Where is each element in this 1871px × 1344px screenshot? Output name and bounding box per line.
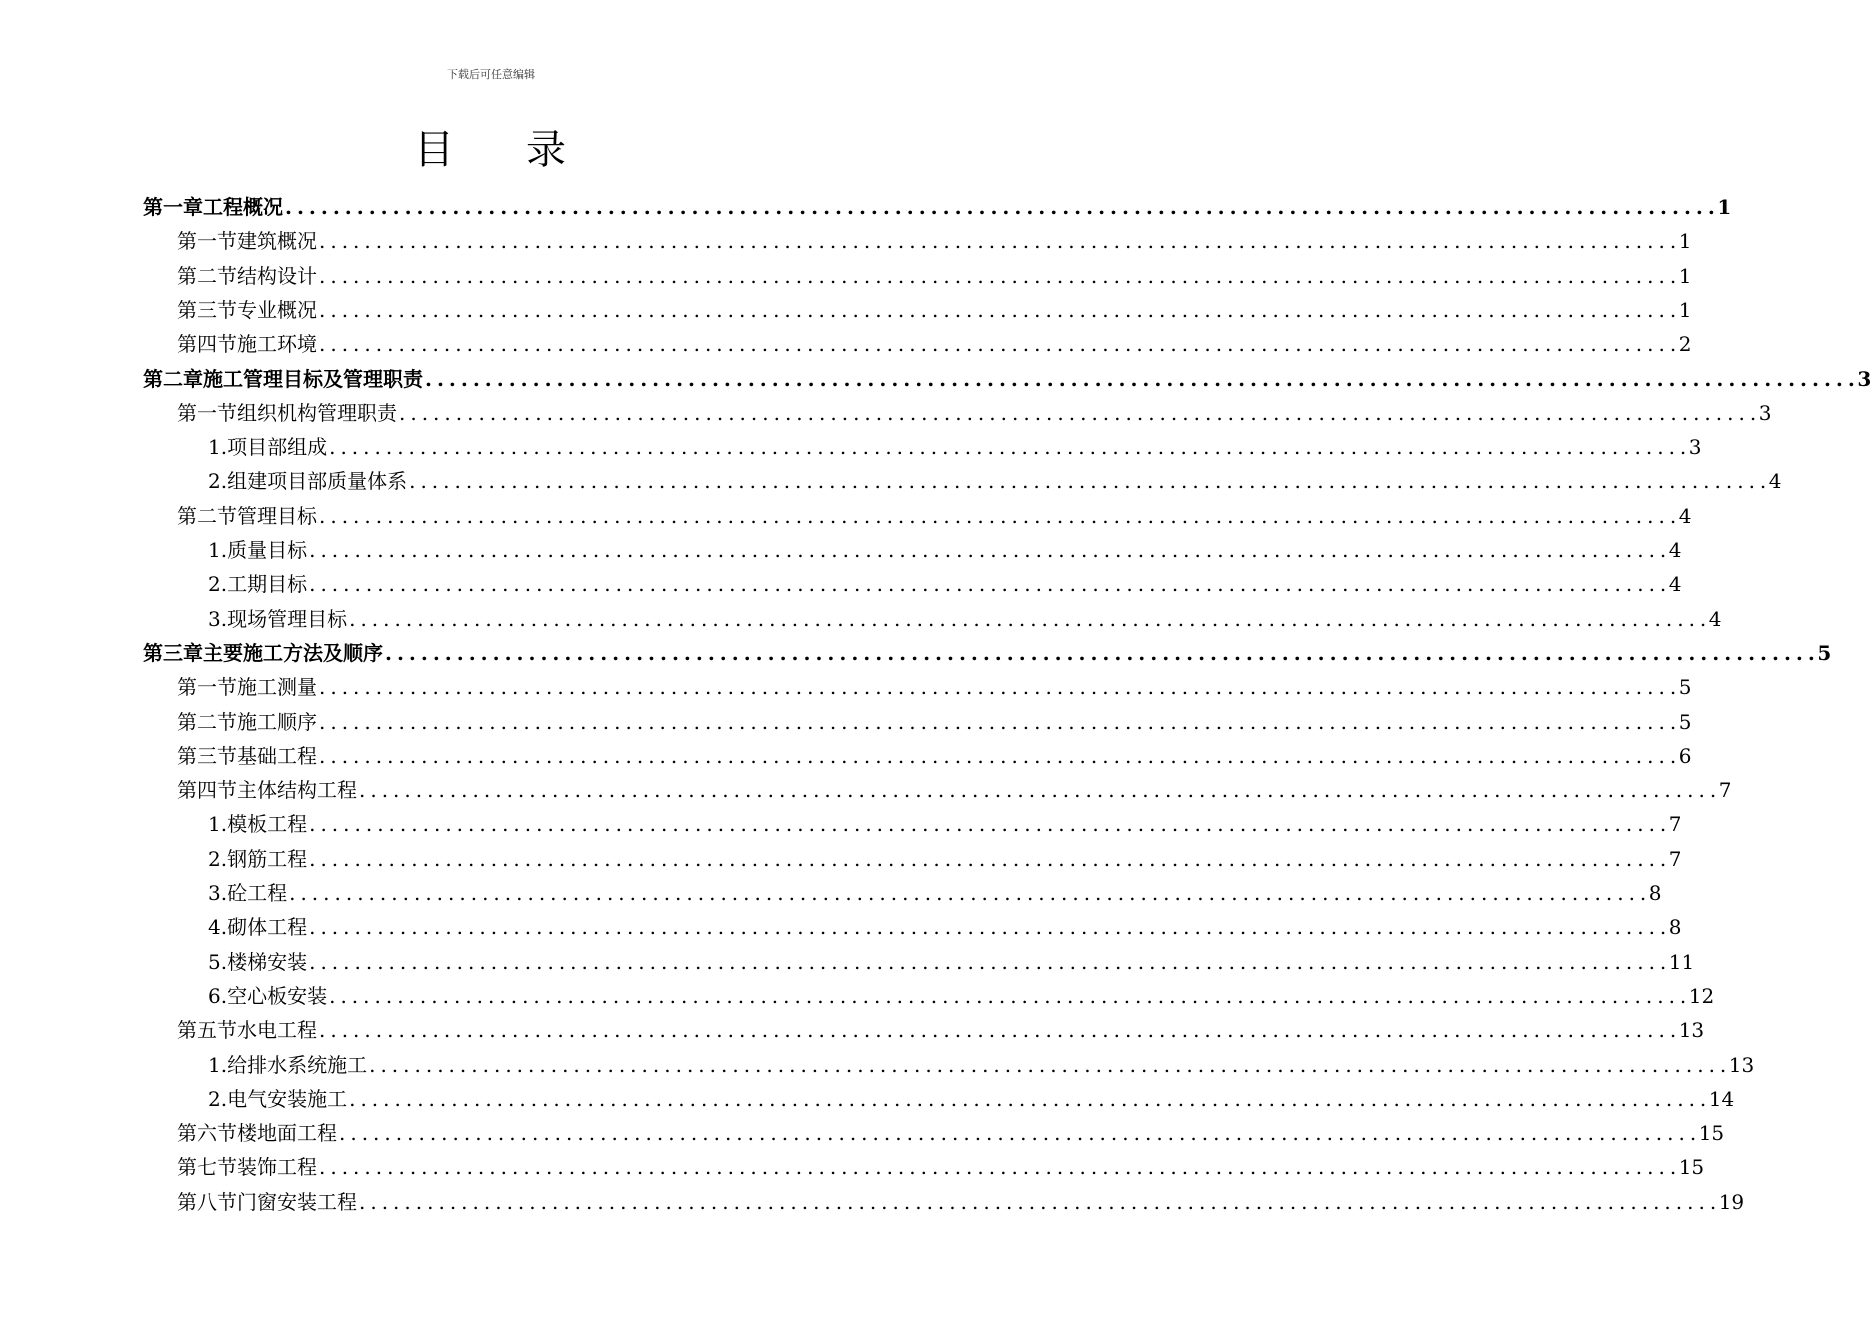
toc-entry-page-number: 1 (1678, 263, 1692, 288)
toc-dot-leader: . . . . . . . . . . . . . . . . . . . . . . . . . . . . . . . . . . . . . . . . . . . . . . . . . . . . . . . . . . . . . . . . . . . . . . . . . . . . . . . . . . . . . . . . . . . . . . . . . . . . . . . . . . . . . . . . . . . . . . . . (309, 846, 1667, 871)
toc-entry-chapter[interactable] (143, 631, 1832, 665)
toc-entry-page-number: 11 (1668, 949, 1695, 974)
toc-entry-number: 第二节 (177, 503, 237, 528)
toc-entry-page-number: 4 (1668, 572, 1682, 597)
toc-entry-page-number: 3 (1758, 400, 1772, 425)
toc-entry-title: 组织机构管理职责 (237, 400, 397, 425)
toc-entry-number: 3. (208, 881, 228, 905)
toc-entry-item[interactable] (208, 905, 1682, 940)
toc-entry-title: 管理目标 (237, 503, 317, 528)
toc-entry-page-number: 5 (1678, 709, 1692, 734)
toc-entry-title: 砼工程 (227, 881, 288, 905)
toc-entry-title: 楼梯安装 (227, 949, 308, 974)
toc-entry-number: 1. (208, 435, 228, 460)
toc-entry-page-number: 4 (1708, 606, 1722, 631)
toc-entry-number: 5. (208, 949, 228, 974)
toc-entry-page-number: 4 (1668, 538, 1682, 562)
toc-entry-title: 基础工程 (237, 743, 317, 768)
toc-entry-item[interactable] (208, 837, 1682, 871)
toc-entry-number: 第七节 (177, 1155, 237, 1180)
toc-entry-page-number: 1 (1678, 297, 1692, 322)
toc-dot-leader: . . . . . . . . . . . . . . . . . . . . . . . . . . . . . . . . . . . . . . . . . . . . . . . . . . . . . . . . . . . . . . . . . . . . . . . . . . . . . . . . . . . . . . . . . . . . . . . . . . . . . . . . . . . . . . . . . . . . . . . . (319, 229, 1677, 254)
toc-entry-section[interactable] (177, 254, 1692, 288)
toc-title-char-1: 目 (414, 127, 454, 173)
toc-entry-title: 楼地面工程 (237, 1121, 337, 1146)
toc-entry-number: 2. (208, 469, 228, 494)
toc-dot-leader: . . . . . . . . . . . . . . . . . . . . . . . . . . . . . . . . . . . . . . . . . . . . . . . . . . . . . . . . . . . . . . . . . . . . . . . . . . . . . . . . . . . . . . . . . . . . . . . . . . . . . . . . . . . . . . . . . . . . . . . . (329, 983, 1687, 1008)
toc-dot-leader: . . . . . . . . . . . . . . . . . . . . . . . . . . . . . . . . . . . . . . . . . . . . . . . . . . . . . . . . . . . . . . . . . . . . . . . . . . . . . . . . . . . . . . . . . . . . . . . . . . . . . . . . . . . . . . . . . . . . . . . . (329, 435, 1687, 460)
toc-entry-item[interactable] (208, 425, 1702, 460)
toc-entry-page-number: 4 (1768, 469, 1782, 494)
toc-entry-item[interactable] (208, 871, 1662, 905)
toc-entry-title: 空心板安装 (227, 983, 328, 1008)
toc-dot-leader: . . . . . . . . . . . . . . . . . . . . . . . . . . . . . . . . . . . . . . . . . . . . . . . . . . . . . . . . . . . . . . . . . . . . . . . . . . . . . . . . . . . . . . . . . . . . . . . . . . . . . . . . . . . . . . . . . . . . . . . . (309, 949, 1667, 974)
toc-entry-number: 第四节 (177, 778, 237, 803)
toc-entry-page-number: 8 (1648, 881, 1662, 905)
toc-entry-page-number: 2 (1678, 332, 1692, 357)
toc-dot-leader: . . . . . . . . . . . . . . . . . . . . . . . . . . . . . . . . . . . . . . . . . . . . . . . . . . . . . . . . . . . . . . . . . . . . . . . . . . . . . . . . . . . . . . . . . . . . . . . . . . . . . . . . . . . . . . . . . . . . . . . . (319, 1155, 1677, 1180)
toc-dot-leader: . . . . . . . . . . . . . . . . . . . . . . . . . . . . . . . . . . . . . . . . . . . . . . . . . . . . . . . . . . . . . . . . . . . . . . . . . . . . . . . . . . . . . . . . . . . . . . . . . . . . . . . . . . . . . . . . . . . . . . . . (309, 812, 1667, 837)
toc-entry-number: 第三节 (177, 743, 237, 768)
toc-entry-page-number: 1 (1678, 229, 1692, 254)
toc-entry-title: 组建项目部质量体系 (227, 469, 408, 494)
toc-entry-number: 3. (208, 606, 228, 631)
toc-entry-number: 1. (208, 812, 228, 837)
toc-entry-title: 施工测量 (237, 675, 317, 700)
toc-dot-leader: . . . . . . . . . . . . . . . . . . . . . . . . . . . . . . . . . . . . . . . . . . . . . . . . . . . . . . . . . . . . . . . . . . . . . . . . . . . . . . . . . . . . . . . . . . . . . . . . . . . . . . . . . . . . . . . . . . . . . . . . (359, 1189, 1717, 1214)
toc-entry-section[interactable] (177, 1111, 1725, 1146)
toc-dot-leader: . . . . . . . . . . . . . . . . . . . . . . . . . . . . . . . . . . . . . . . . . . . . . . . . . . . . . . . . . . . . . . . . . . . . . . . . . . . . . . . . . . . . . . . . . . . . . . . . . . . . . . . . . . . . . . . . . . . . . . . . (319, 297, 1677, 322)
toc-entry-title: 施工管理目标及管理职责 (203, 366, 423, 391)
toc-entry-item[interactable] (208, 528, 1682, 562)
toc-entry-chapter[interactable] (143, 357, 1871, 391)
toc-entry-number: 第一节 (177, 400, 237, 425)
toc-dot-leader: . . . . . . . . . . . . . . . . . . . . . . . . . . . . . . . . . . . . . . . . . . . . . . . . . . . . . . . . . . . . . . . . . . . . . . . . . . . . . . . . . . . . . . . . . . . . . . . . . . . . . . . . . . . . . . . . . . . . . . . . (319, 743, 1677, 768)
toc-entry-page-number: 13 (1728, 1052, 1755, 1077)
toc-dot-leader: . . . . . . . . . . . . . . . . . . . . . . . . . . . . . . . . . . . . . . . . . . . . . . . . . . . . . . . . . . . . . . . . . . . . . . . . . . . . . . . . . . . . . . . . . . . . . . . . . . . . . . . . . . . . . . . . . . . . . . . . (309, 572, 1667, 597)
toc-entry-section[interactable] (177, 494, 1692, 528)
toc-entry-item[interactable] (208, 562, 1682, 597)
toc-entry-page-number: 3 (1857, 366, 1871, 391)
toc-entry-title: 主要施工方法及顺序 (203, 640, 383, 665)
toc-dot-leader: . . . . . . . . . . . . . . . . . . . . . . . . . . . . . . . . . . . . . . . . . . . . . . . . . . . . . . . . . . . . . . . . . . . . . . . . . . . . . . . . . . . . . . . . . . . . . . . . . . . . . . . . . . . . . . . . . . . . . . . . (289, 881, 1647, 905)
toc-dot-leader: . . . . . . . . . . . . . . . . . . . . . . . . . . . . . . . . . . . . . . . . . . . . . . . . . . . . . . . . . . . . . . . . . . . . . . . . . . . . . . . . . . . . . . . . . . . . . . . . . . . . . . . . . . . . . . . . . . . . . . . . (425, 366, 1856, 391)
toc-entry-title: 施工顺序 (237, 709, 317, 734)
toc-entry-number: 第三节 (177, 297, 237, 322)
toc-entry-number: 2. (208, 1086, 228, 1111)
toc-entry-title: 现场管理目标 (227, 606, 348, 631)
toc-entry-title: 砌体工程 (227, 915, 308, 940)
toc-entry-title: 装饰工程 (237, 1155, 317, 1180)
toc-entry-number: 第二节 (177, 709, 237, 734)
toc-entry-title: 钢筋工程 (227, 846, 308, 871)
toc-entry-section[interactable] (177, 288, 1692, 322)
toc-entry-number: 第五节 (177, 1018, 237, 1043)
toc-entry-item[interactable] (208, 974, 1715, 1008)
toc-entry-title: 模板工程 (227, 812, 308, 837)
toc-entry-section[interactable] (177, 322, 1692, 357)
toc-entry-title: 水电工程 (237, 1018, 317, 1043)
toc-dot-leader: . . . . . . . . . . . . . . . . . . . . . . . . . . . . . . . . . . . . . . . . . . . . . . . . . . . . . . . . . . . . . . . . . . . . . . . . . . . . . . . . . . . . . . . . . . . . . . . . . . . . . . . . . . . . . . . . . . . . . . . . (309, 538, 1667, 562)
toc-entry-title: 项目部组成 (227, 435, 328, 460)
toc-dot-leader: . . . . . . . . . . . . . . . . . . . . . . . . . . . . . . . . . . . . . . . . . . . . . . . . . . . . . . . . . . . . . . . . . . . . . . . . . . . . . . . . . . . . . . . . . . . . . . . . . . . . . . . . . . . . . . . . . . . . . . . . (319, 332, 1677, 357)
toc-entry-title: 工程概况 (203, 195, 283, 219)
toc-entry-number: 1. (208, 1052, 228, 1077)
toc-entry-page-number: 6 (1678, 743, 1692, 768)
toc-entry-page-number: 3 (1688, 435, 1702, 460)
toc-entry-section[interactable] (177, 1145, 1705, 1180)
toc-entry-page-number: 15 (1698, 1121, 1725, 1146)
toc-dot-leader: . . . . . . . . . . . . . . . . . . . . . . . . . . . . . . . . . . . . . . . . . . . . . . . . . . . . . . . . . . . . . . . . . . . . . . . . . . . . . . . . . . . . . . . . . . . . . . . . . . . . . . . . . . . . . . . . . . . . . . . . (319, 709, 1677, 734)
toc-dot-leader: . . . . . . . . . . . . . . . . . . . . . . . . . . . . . . . . . . . . . . . . . . . . . . . . . . . . . . . . . . . . . . . . . . . . . . . . . . . . . . . . . . . . . . . . . . . . . . . . . . . . . . . . . . . . . . . . . . . . . . . . (319, 263, 1677, 288)
toc-title (410, 124, 580, 176)
toc-entry-section[interactable] (177, 391, 1772, 425)
toc-entry-number: 第六节 (177, 1121, 237, 1146)
toc-entry-number: 2. (208, 846, 228, 871)
toc-entry-title: 主体结构工程 (237, 778, 357, 803)
toc-dot-leader: . . . . . . . . . . . . . . . . . . . . . . . . . . . . . . . . . . . . . . . . . . . . . . . . . . . . . . . . . . . . . . . . . . . . . . . . . . . . . . . . . . . . . . . . . . . . . . . . . . . . . . . . . . . . . . . . . . . . . . . . (349, 1086, 1707, 1111)
toc-entry-page-number: 19 (1718, 1189, 1745, 1214)
toc-entry-section[interactable] (177, 219, 1692, 254)
toc-entry-number: 第二章 (143, 366, 203, 391)
toc-dot-leader: . . . . . . . . . . . . . . . . . . . . . . . . . . . . . . . . . . . . . . . . . . . . . . . . . . . . . . . . . . . . . . . . . . . . . . . . . . . . . . . . . . . . . . . . . . . . . . . . . . . . . . . . . . . . . . . . . . . . . . . . (319, 503, 1677, 528)
toc-entry-section[interactable] (177, 768, 1732, 803)
toc-entry-number: 第二节 (177, 263, 237, 288)
toc-entry-number: 6. (208, 983, 228, 1008)
toc-entry-title: 建筑概况 (237, 229, 317, 254)
toc-dot-leader: . . . . . . . . . . . . . . . . . . . . . . . . . . . . . . . . . . . . . . . . . . . . . . . . . . . . . . . . . . . . . . . . . . . . . . . . . . . . . . . . . . . . . . . . . . . . . . . . . . . . . . . . . . . . . . . . . . . . . . . . (369, 1052, 1727, 1077)
toc-entry-title: 质量目标 (227, 538, 308, 562)
toc-entry-number: 第四节 (177, 332, 237, 357)
toc-entry-item[interactable] (208, 459, 1782, 494)
toc-entry-page-number: 7 (1718, 778, 1732, 803)
toc-entry-page-number: 7 (1668, 846, 1682, 871)
toc-entry-number: 1. (208, 538, 228, 562)
toc-entry-page-number: 8 (1668, 915, 1682, 940)
toc-entry-page-number: 13 (1678, 1018, 1705, 1043)
toc-entry-chapter[interactable] (143, 185, 1732, 219)
toc-entry-title: 工期目标 (227, 572, 308, 597)
toc-dot-leader: . . . . . . . . . . . . . . . . . . . . . . . . . . . . . . . . . . . . . . . . . . . . . . . . . . . . . . . . . . . . . . . . . . . . . . . . . . . . . . . . . . . . . . . . . . . . . . . . . . . . . . . . . . . . . . . . . . . . . . . . (319, 1018, 1677, 1043)
toc-entry-number: 第一节 (177, 229, 237, 254)
toc-entry-page-number: 5 (1817, 640, 1832, 665)
toc-entry-number: 4. (208, 915, 228, 940)
toc-entry-title: 施工环境 (237, 332, 317, 357)
toc-entry-title: 门窗安装工程 (237, 1189, 357, 1214)
toc-dot-leader: . . . . . . . . . . . . . . . . . . . . . . . . . . . . . . . . . . . . . . . . . . . . . . . . . . . . . . . . . . . . . . . . . . . . . . . . . . . . . . . . . . . . . . . . . . . . . . . . . . . . . . . . . . . . . . . . . . . . . . . . (359, 778, 1717, 803)
toc-entry-title: 专业概况 (237, 297, 317, 322)
toc-entry-number: 第八节 (177, 1189, 237, 1214)
toc-dot-leader: . . . . . . . . . . . . . . . . . . . . . . . . . . . . . . . . . . . . . . . . . . . . . . . . . . . . . . . . . . . . . . . . . . . . . . . . . . . . . . . . . . . . . . . . . . . . . . . . . . . . . . . . . . . . . . . . . . . . . . . . (319, 675, 1677, 700)
toc-entry-page-number: 14 (1708, 1086, 1735, 1111)
toc-dot-leader: . . . . . . . . . . . . . . . . . . . . . . . . . . . . . . . . . . . . . . . . . . . . . . . . . . . . . . . . . . . . . . . . . . . . . . . . . . . . . . . . . . . . . . . . . . . . . . . . . . . . . . . . . . . . . . . . . . . . . . . . (409, 469, 1767, 494)
toc-entry-number: 第一节 (177, 675, 237, 700)
toc-entry-page-number: 5 (1678, 675, 1692, 700)
toc-dot-leader: . . . . . . . . . . . . . . . . . . . . . . . . . . . . . . . . . . . . . . . . . . . . . . . . . . . . . . . . . . . . . . . . . . . . . . . . . . . . . . . . . . . . . . . . . . . . . . . . . . . . . . . . . . . . . . . . . . . . . . . . (285, 195, 1716, 219)
toc-entry-item[interactable] (208, 802, 1682, 837)
toc-entry-page-number: 15 (1678, 1155, 1705, 1180)
toc-entry-title: 给排水系统施工 (227, 1052, 368, 1077)
toc-dot-leader: . . . . . . . . . . . . . . . . . . . . . . . . . . . . . . . . . . . . . . . . . . . . . . . . . . . . . . . . . . . . . . . . . . . . . . . . . . . . . . . . . . . . . . . . . . . . . . . . . . . . . . . . . . . . . . . . . . . . . . . . (339, 1121, 1697, 1146)
toc-entry-number: 2. (208, 572, 228, 597)
toc-entry-section[interactable] (177, 1008, 1705, 1043)
toc-entry-page-number: 7 (1668, 812, 1682, 837)
toc-entry-title: 结构设计 (237, 263, 317, 288)
toc-entry-title: 电气安装施工 (227, 1086, 348, 1111)
toc-dot-leader: . . . . . . . . . . . . . . . . . . . . . . . . . . . . . . . . . . . . . . . . . . . . . . . . . . . . . . . . . . . . . . . . . . . . . . . . . . . . . . . . . . . . . . . . . . . . . . . . . . . . . . . . . . . . . . . . . . . . . . . . (349, 606, 1707, 631)
toc-entry-section[interactable] (177, 700, 1692, 734)
toc-entry-number: 第三章 (143, 640, 203, 665)
toc-entry-page-number: 4 (1678, 503, 1692, 528)
toc-entry-item[interactable] (208, 1043, 1755, 1077)
toc-entry-number: 第一章 (143, 195, 203, 219)
toc-entry-section[interactable] (177, 665, 1692, 700)
toc-dot-leader: . . . . . . . . . . . . . . . . . . . . . . . . . . . . . . . . . . . . . . . . . . . . . . . . . . . . . . . . . . . . . . . . . . . . . . . . . . . . . . . . . . . . . . . . . . . . . . . . . . . . . . . . . . . . . . . . . . . . . . . . (399, 400, 1757, 425)
toc-entry-section[interactable] (177, 1180, 1745, 1214)
toc-entry-page-number: 12 (1688, 983, 1715, 1008)
toc-title-char-2: 录 (526, 127, 566, 173)
toc-entry-item[interactable] (208, 597, 1722, 631)
toc-entry-section[interactable] (177, 734, 1692, 768)
toc-dot-leader: . . . . . . . . . . . . . . . . . . . . . . . . . . . . . . . . . . . . . . . . . . . . . . . . . . . . . . . . . . . . . . . . . . . . . . . . . . . . . . . . . . . . . . . . . . . . . . . . . . . . . . . . . . . . . . . . . . . . . . . . (309, 915, 1667, 940)
toc-dot-leader: . . . . . . . . . . . . . . . . . . . . . . . . . . . . . . . . . . . . . . . . . . . . . . . . . . . . . . . . . . . . . . . . . . . . . . . . . . . . . . . . . . . . . . . . . . . . . . . . . . . . . . . . . . . . . . . . . . . . . . . . (385, 640, 1816, 665)
toc-entry-item[interactable] (208, 1077, 1735, 1111)
page-header-note: 下载后可任意编辑 (447, 68, 535, 81)
toc-entry-item[interactable] (208, 940, 1695, 974)
toc-entry-page-number: 1 (1717, 195, 1732, 219)
